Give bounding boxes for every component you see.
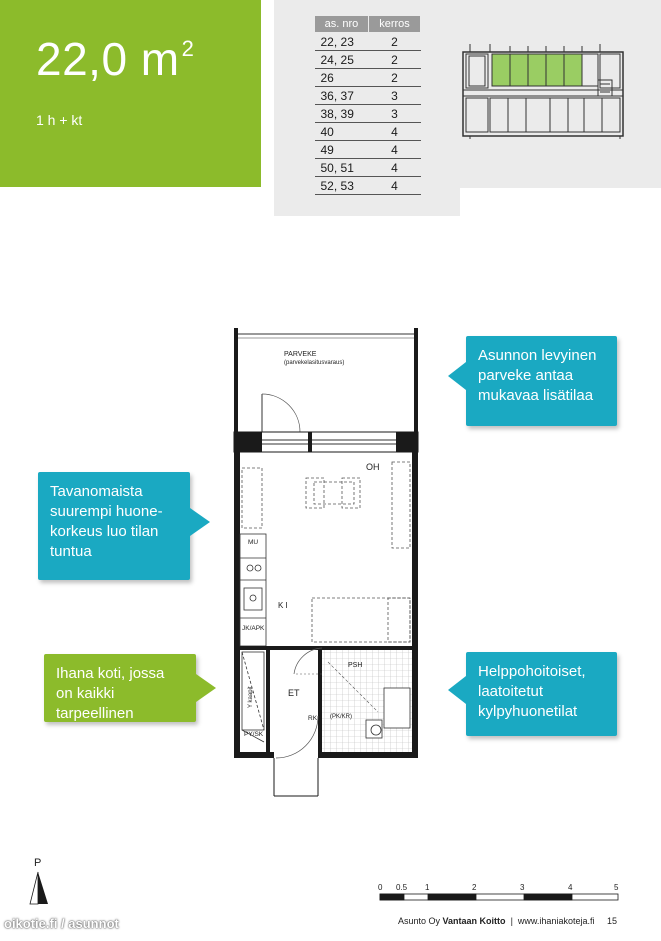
apartment-number: 26 bbox=[315, 69, 369, 87]
table-row bbox=[315, 33, 421, 51]
room-layout: 1 h + kt bbox=[36, 112, 83, 128]
bathroom-label: PSH bbox=[348, 662, 363, 669]
floor-number: 4 bbox=[369, 177, 421, 195]
scale-tick-label: 4 bbox=[568, 883, 573, 892]
callout-pointer bbox=[448, 676, 466, 704]
callout-pointer bbox=[448, 362, 466, 390]
area-header-box bbox=[0, 0, 261, 187]
apartment-floor-plan bbox=[228, 322, 428, 800]
table-row bbox=[315, 159, 421, 177]
page-number: 15 bbox=[606, 916, 617, 926]
building-key-plan bbox=[460, 40, 630, 140]
scale-tick-label: 1 bbox=[425, 883, 430, 892]
table-row bbox=[315, 69, 421, 87]
dishwasher-label: MU bbox=[248, 539, 259, 546]
table-row bbox=[315, 177, 421, 195]
wardrobe-label: Y kaapit bbox=[248, 686, 254, 708]
page-footer bbox=[398, 916, 617, 926]
callout-room-height bbox=[38, 472, 190, 580]
table-row bbox=[315, 51, 421, 69]
callout-balcony bbox=[466, 336, 617, 426]
living-room-label: OH bbox=[366, 462, 380, 472]
floor-number: 2 bbox=[369, 51, 421, 69]
apartment-number: 38, 39 bbox=[315, 105, 369, 123]
callout-home-text: Ihana koti, jossa on kaikki tarpeellinen bbox=[56, 665, 165, 722]
apartment-number: 36, 37 bbox=[315, 87, 369, 105]
floor-number: 4 bbox=[369, 123, 421, 141]
callout-pointer bbox=[196, 674, 216, 702]
scale-tick-label: 0 bbox=[378, 883, 383, 892]
apartment-number: 52, 53 bbox=[315, 177, 369, 195]
table-row bbox=[315, 87, 421, 105]
apartment-table bbox=[314, 15, 421, 195]
rk-label: RK bbox=[308, 715, 318, 722]
column-header-floor: kerros bbox=[369, 16, 421, 33]
floor-number: 2 bbox=[369, 69, 421, 87]
callout-home bbox=[44, 654, 196, 722]
washer-dryer-label: (PK/KR) bbox=[330, 714, 353, 720]
scale-tick-label: 5 bbox=[614, 883, 619, 892]
cloakroom-label: PY/SK bbox=[244, 731, 264, 738]
watermark: oikotie.fi / asunnot bbox=[4, 916, 119, 931]
floor-number: 4 bbox=[369, 159, 421, 177]
balcony-glazing-note: (parvekelasitusvaraus) bbox=[284, 360, 345, 366]
callout-pointer bbox=[190, 508, 210, 536]
apartment-number: 50, 51 bbox=[315, 159, 369, 177]
floor-number: 3 bbox=[369, 87, 421, 105]
callout-room-height-text: Tavanomaista suurempi huone-korkeus luo tilan tuntua bbox=[50, 483, 163, 560]
floor-number: 4 bbox=[369, 141, 421, 159]
apartment-number: 22, 23 bbox=[315, 33, 369, 51]
company-name: Vantaan Koitto bbox=[442, 916, 506, 926]
table-row bbox=[315, 123, 421, 141]
website-link[interactable]: www.ihaniakoteja.fi bbox=[517, 916, 595, 926]
apartment-number: 40 bbox=[315, 123, 369, 141]
scale-tick-label: 0.5 bbox=[396, 883, 408, 892]
north-label: P bbox=[34, 857, 42, 869]
company-prefix: Asunto Oy bbox=[398, 916, 443, 926]
floor-number: 3 bbox=[369, 105, 421, 123]
apartment-area: 22,0 $m^2$ bbox=[36, 33, 195, 85]
callout-bathroom-text: Helppohoitoiset, laatoitetut kylpyhuonetilat bbox=[478, 663, 586, 720]
column-header-apartment-number: as. nro bbox=[315, 16, 369, 33]
kitchen-label: K I bbox=[278, 601, 288, 610]
table-row bbox=[315, 105, 421, 123]
callout-bathroom bbox=[466, 652, 617, 736]
apartment-number: 24, 25 bbox=[315, 51, 369, 69]
apartment-number: 49 bbox=[315, 141, 369, 159]
scale-tick-label: 2 bbox=[472, 883, 477, 892]
floor-number: 2 bbox=[369, 33, 421, 51]
footer-separator: | bbox=[510, 916, 513, 926]
table-row bbox=[315, 141, 421, 159]
scale-bar bbox=[374, 880, 626, 910]
north-arrow-icon bbox=[28, 856, 58, 908]
callout-balcony-text: Asunnon levyinen parveke antaa mukavaa lisätilaa bbox=[478, 347, 597, 404]
scale-tick-label: 3 bbox=[520, 883, 525, 892]
balcony-label: PARVEKE bbox=[284, 351, 317, 358]
entrance-hall-label: ET bbox=[288, 688, 300, 698]
fridge-freezer-label: JK/APK bbox=[242, 625, 265, 632]
